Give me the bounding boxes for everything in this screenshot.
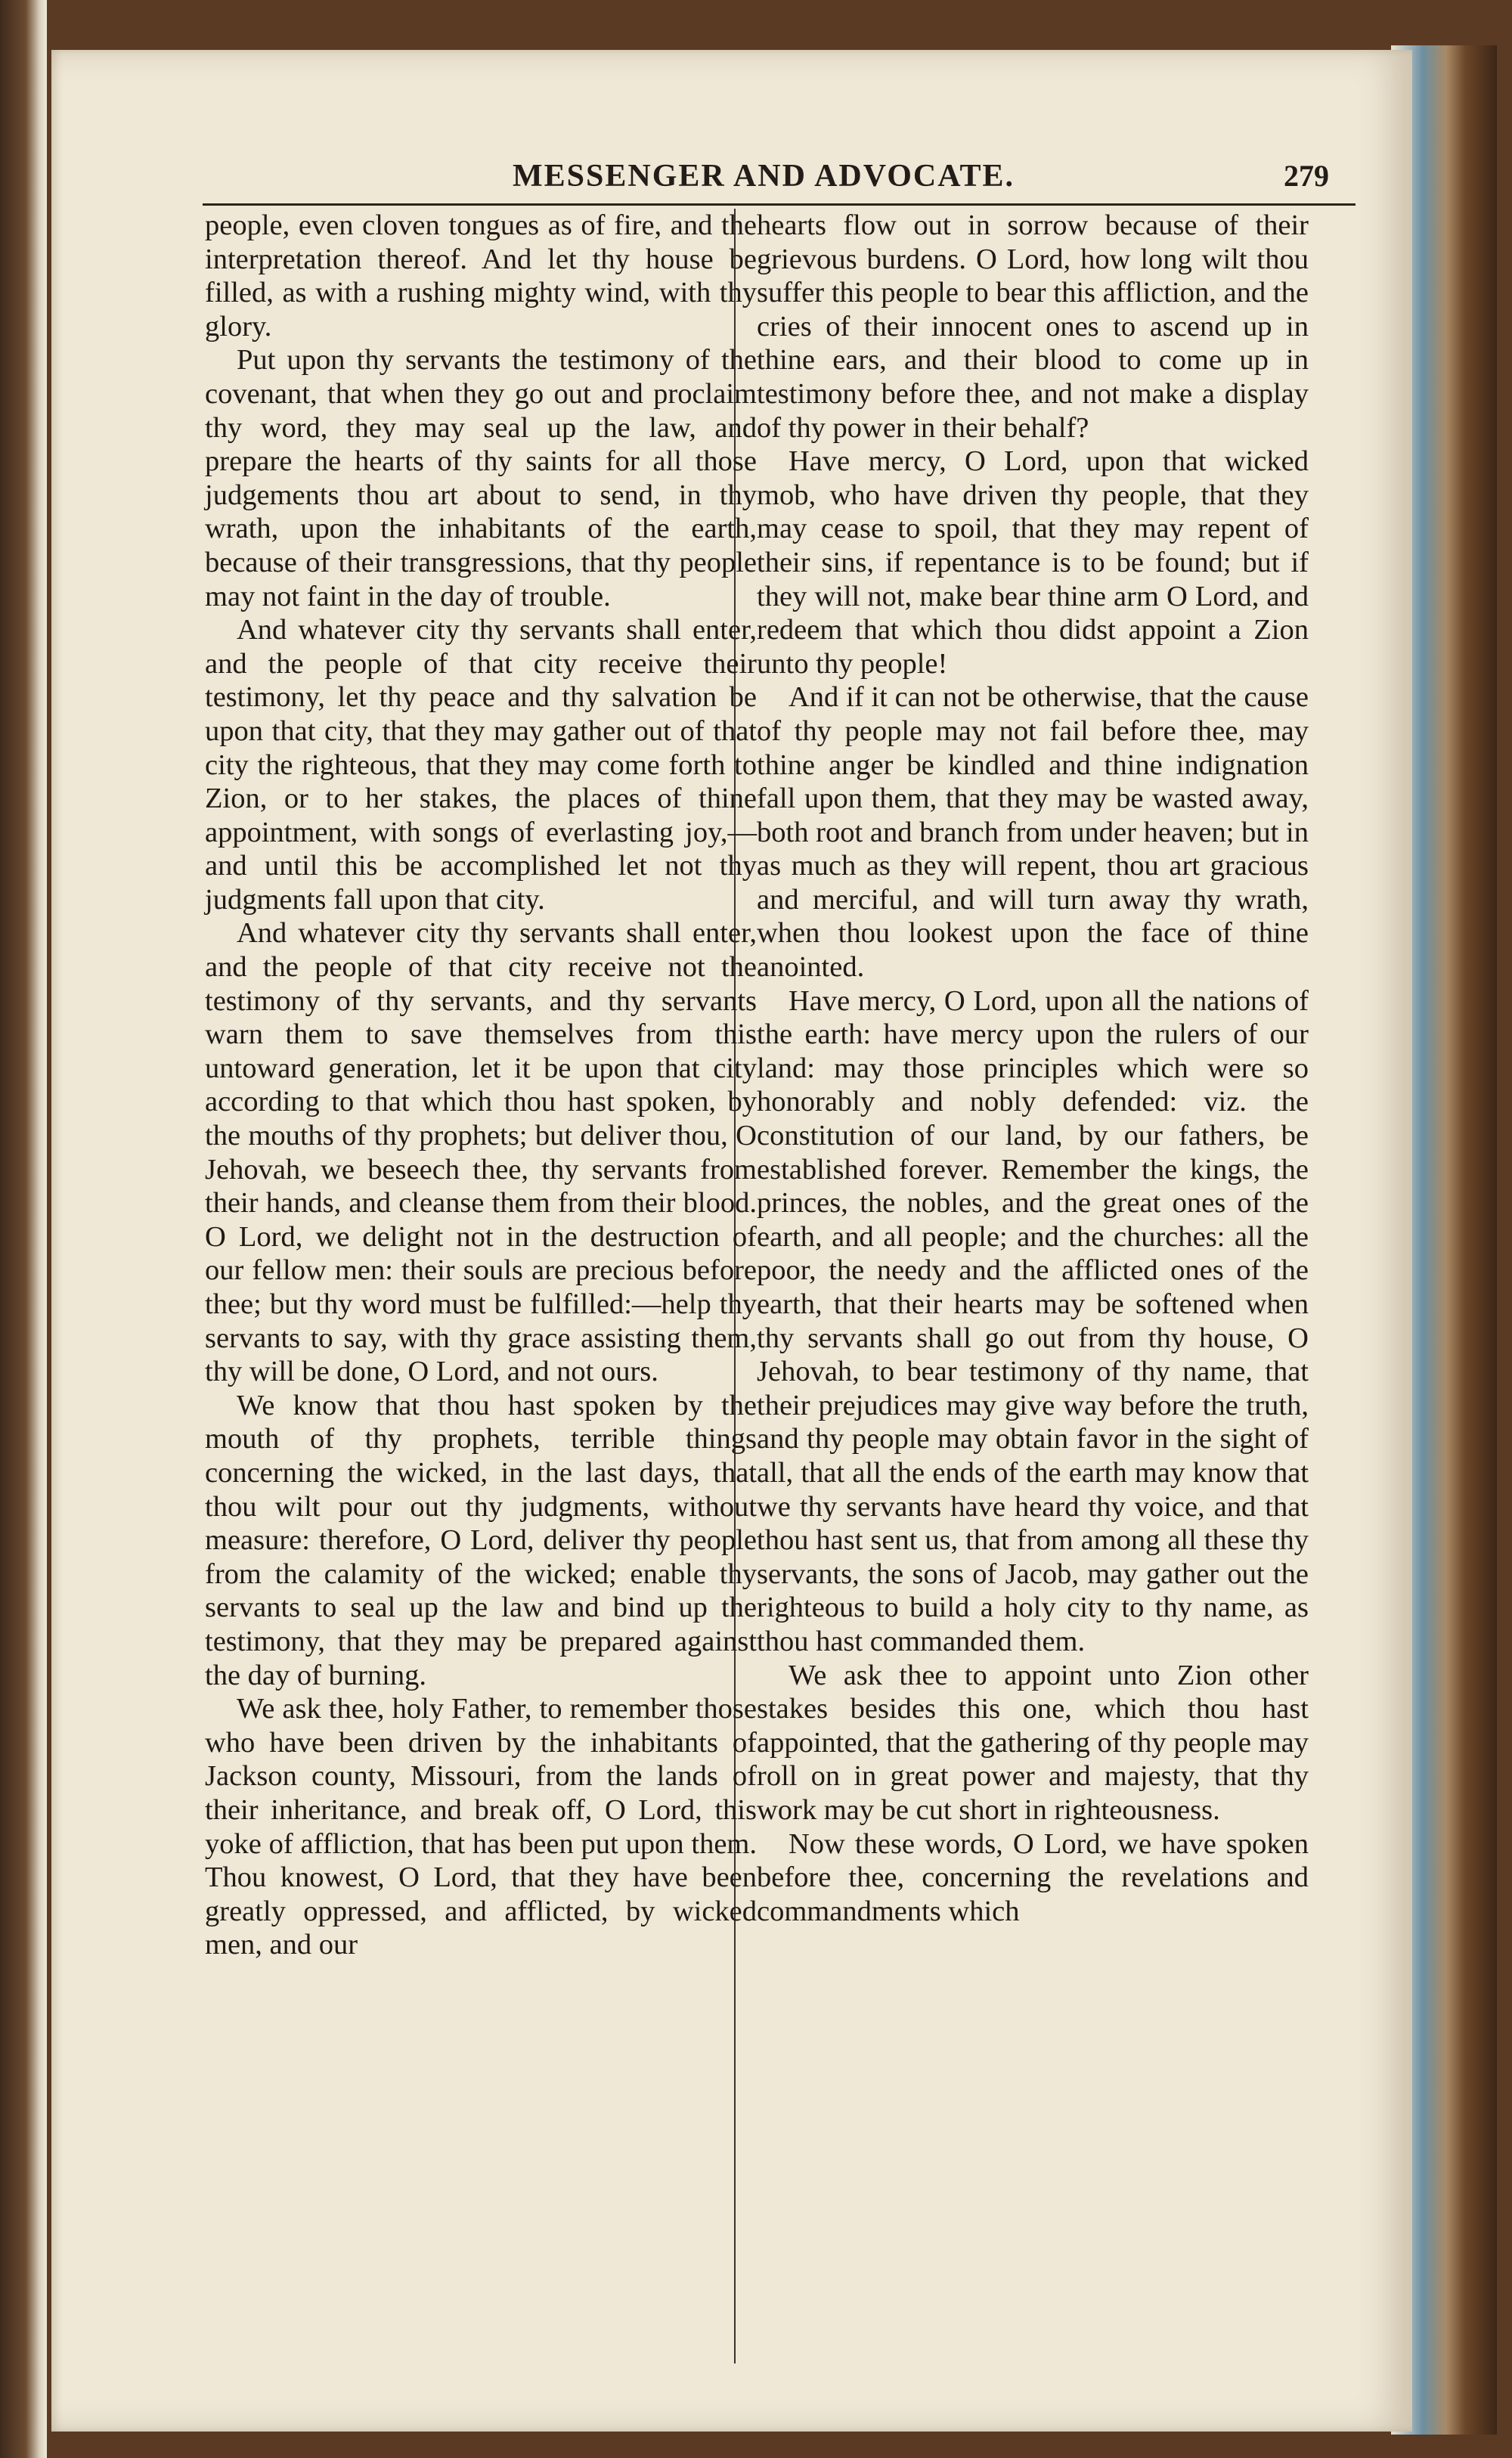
book-page bbox=[51, 50, 1412, 2432]
running-head bbox=[51, 158, 1412, 203]
header-rule bbox=[203, 203, 1356, 206]
paragraph: We ask thee, holy Father, to remember those who have been driven by the inhabitants of Jackson county, Missouri, from the lands of their inheritance, and break off, O Lord, this yoke of affliction, that has been put upon them. Thou knowest, O Lord, that they have been greatly oppressed, and afflicted, by wicked men, and our bbox=[205, 1693, 757, 1961]
paragraph: people, even cloven tongues as of fire, and the interpretation thereof. And let thy house be filled, as with a rushing mighty wind, with thy glory. bbox=[205, 209, 757, 343]
paragraph: hearts flow out in sorrow because of their grievous burdens. O Lord, how long wilt thou suffer this people to bear this affliction, and the cries of their innocent ones to ascend up in thine ears, and their blood to come up in testimony before thee, and not make a display of thy power in their behalf? bbox=[757, 209, 1309, 444]
right-column bbox=[757, 209, 1309, 1928]
paragraph: Have mercy, O Lord, upon all the nations of the earth: have mercy upon the rulers of our land: may those principles which were so honorably and nobly defended: viz. the constitution of our land, by our fathers, be established forever. Remember the kings, the princes, the nobles, and the great ones of the earth, and all people; and the churches: all the poor, the needy and the afflicted ones of the earth, that their hearts may be softened when thy servants shall go out from thy house, O Jehovah, to bear testimony of thy name, that their prejudices may give way before the truth, and thy people may obtain favor in the sight of all, that all the ends of the earth may know that we thy servants have heard thy voice, and that thou hast sent us, that from among all these thy servants, the sons of Jacob, may gather out the righteous to build a holy city to thy name, as thou hast commanded them. bbox=[757, 984, 1309, 1657]
paragraph: Put upon thy servants the testimony of the covenant, that when they go out and proclaim thy word, they may seal up the law, and prepare the hearts of thy saints for all those judgements thou art about to send, in thy wrath, upon the inhabitants of the earth, because of their transgressions, that thy people may not faint in the day of trouble. bbox=[205, 344, 757, 612]
paragraph: Now these words, O Lord, we have spoken before thee, concerning the revelations and commandments which bbox=[757, 1827, 1309, 1927]
paragraph: Have mercy, O Lord, upon that wicked mob, who have driven thy people, that they may cease to spoil, that they may repent of their sins, if repentance is to be found; but if they will not, make bear thine arm O Lord, and redeem that which thou didst appoint a Zion unto thy people! bbox=[757, 445, 1309, 680]
page-number: 279 bbox=[1284, 159, 1329, 193]
paragraph: And whatever city thy servants shall enter, and the people of that city receive not the testimony of thy servants, and thy servants warn them to save themselves from this untoward generation, let it be upon that city according to that which thou hast spoken, by the mouths of thy prophets; but deliver thou, O Jehovah, we beseech thee, thy servants from their hands, and cleanse them from their blood. O Lord, we delight not in the destruction of our fellow men: their souls are precious before thee; but thy word must be fulfilled:—help thy servants to say, with thy grace assisting them, thy will be done, O Lord, and not ours. bbox=[205, 917, 757, 1388]
paragraph: And whatever city thy servants shall enter, and the people of that city receive their testimony, let thy peace and thy salvation be upon that city, that they may gather out of that city the righteous, that they may come forth to Zion, or to her stakes, the places of thine appointment, with songs of everlasting joy,—and until this be accomplished let not thy judgments fall upon that city. bbox=[205, 614, 757, 916]
left-column bbox=[205, 209, 757, 1962]
paragraph: We know that thou hast spoken by the mouth of thy prophets, terrible things concerning the wicked, in the last days, that thou wilt pour out thy judgments, without measure: therefore, O Lord, deliver thy people from the calamity of the wicked; enable thy servants to seal up the law and bind up the testimony, that they may be prepared against the day of burning. bbox=[205, 1389, 757, 1691]
running-title: MESSENGER AND ADVOCATE. bbox=[513, 159, 1015, 194]
book-binding-left bbox=[0, 0, 47, 2458]
paragraph: We ask thee to appoint unto Zion other stakes besides this one, which thou hast appointed, that the gathering of thy people may roll on in great power and majesty, that thy work may be cut short in righteousness. bbox=[757, 1659, 1309, 1826]
paragraph: And if it can not be otherwise, that the cause of thy people may not fail before thee, may thine anger be kindled and thine indignation fall upon them, that they may be wasted away, both root and branch from under heaven; but in as much as they will repent, thou art gracious and merciful, and will turn away thy wrath, when thou lookest upon the face of thine anointed. bbox=[757, 681, 1309, 984]
